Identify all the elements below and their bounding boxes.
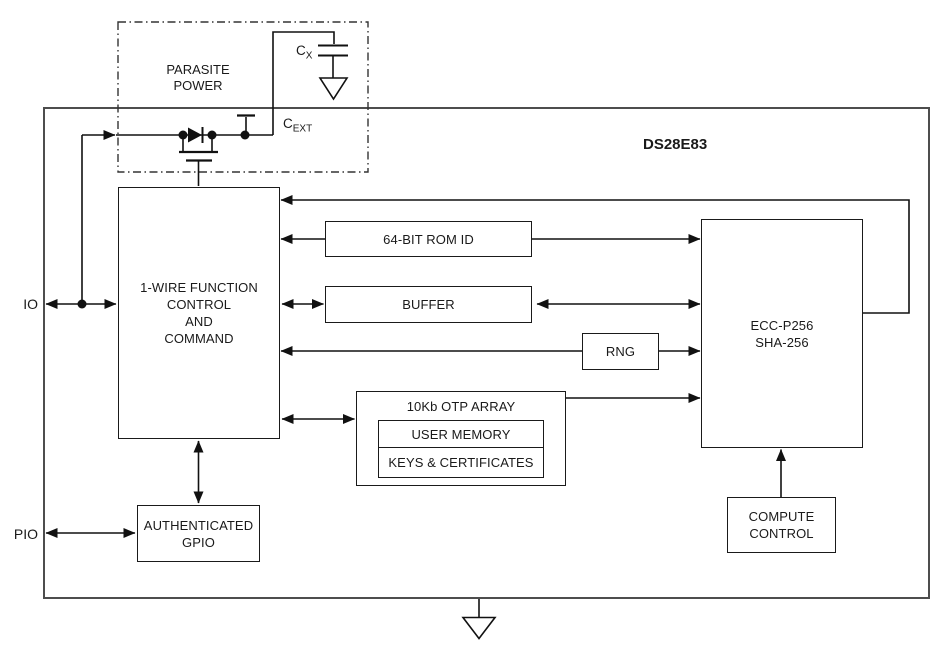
one-wire-line3: AND: [185, 314, 213, 329]
user-memory-label: USER MEMORY: [411, 426, 511, 442]
authenticated-gpio-block: [137, 505, 260, 562]
ground-icon-parasite: [320, 78, 347, 99]
rom-id-block: [325, 221, 532, 257]
buffer-label: BUFFER: [402, 297, 455, 312]
one-wire-line1: 1-WIRE FUNCTION: [140, 280, 258, 295]
chip-name-label: DS28E83: [643, 136, 708, 153]
parasite-power-label: [146, 62, 250, 94]
cext-capacitor-label: [283, 116, 312, 138]
ecc-line2: SHA-256: [755, 334, 809, 350]
keys-certificates-label: KEYS & CERTIFICATES: [388, 454, 534, 470]
compute-control-block: [727, 497, 836, 553]
cx-label-sub: X: [305, 50, 313, 62]
keys-certificates-block: [378, 447, 544, 478]
cx-capacitor-label: [296, 43, 312, 65]
parasite-power-line2: POWER: [173, 78, 223, 93]
ecc-sha-block: [701, 219, 863, 448]
otp-array-title: 10Kb OTP ARRAY: [406, 399, 516, 414]
gpio-line1: AUTHENTICATED: [143, 517, 254, 533]
buffer-block: [325, 286, 532, 323]
one-wire-function-block: [118, 187, 280, 439]
compute-control-line2: CONTROL: [749, 526, 814, 541]
cext-label-main: C: [283, 116, 293, 131]
ecc-line1: ECC-P256: [750, 317, 814, 333]
rom-id-label: 64-BIT ROM ID: [383, 231, 474, 247]
ground-icon-chip: [463, 618, 495, 639]
parasite-power-line1: PARASITE: [166, 62, 230, 77]
cext-label-sub: EXT: [292, 123, 313, 135]
one-wire-line4: COMMAND: [164, 331, 234, 346]
compute-control-line1: COMPUTE: [748, 509, 815, 524]
gpio-line2: GPIO: [182, 534, 215, 550]
pio-pin-label: PIO: [13, 526, 38, 542]
cx-capacitor-icon: [318, 46, 348, 56]
rng-block: [582, 333, 659, 370]
user-memory-block: [378, 420, 544, 448]
rng-label: RNG: [605, 344, 636, 359]
cx-label-main: C: [296, 43, 306, 58]
one-wire-line2: CONTROL: [166, 297, 232, 312]
io-pin-label: IO: [23, 296, 38, 312]
